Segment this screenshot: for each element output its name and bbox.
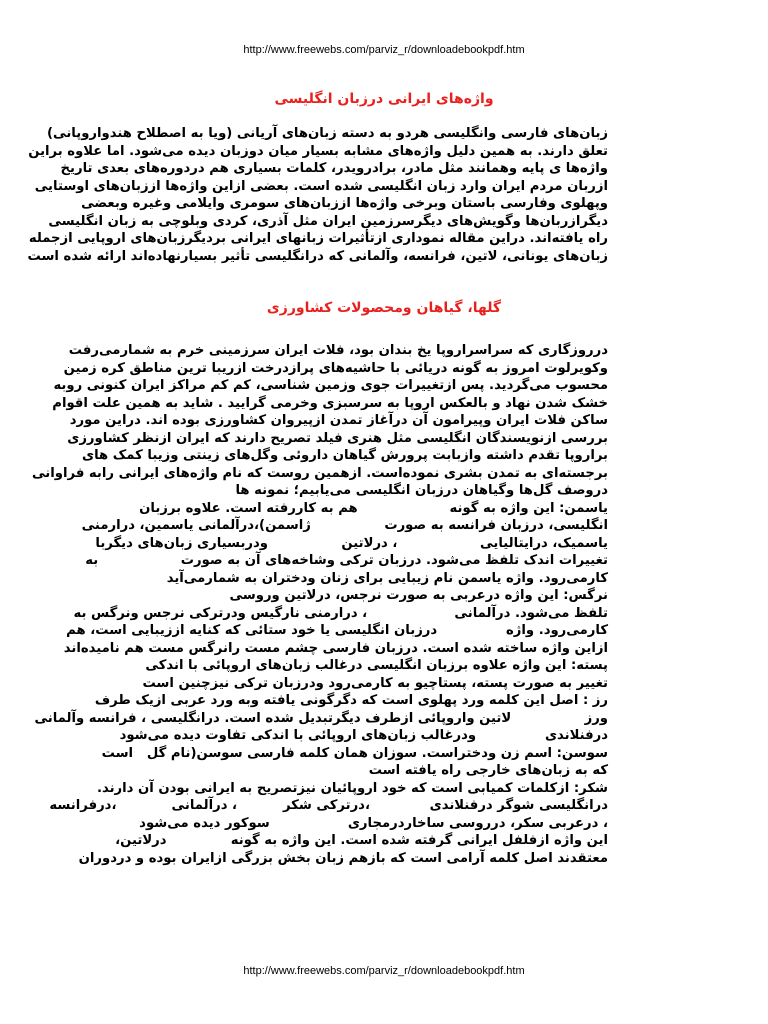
text-line: یاسمیک، درایتالیایی ، درلاتین ودربسیاری زبان‌های دیگربا [95, 535, 608, 551]
text-line: وپهلوی وفارسی باستان وبرخی واژه‌ها اززبان‌های سومری وایلامی وغیره وبعضی [81, 196, 608, 211]
text-line: درروزگاری که سراسراروپا یخ بندان بود، فلات ایران سرزمینی خرم به شمارمی‌رفت [68, 343, 608, 358]
text-line: ورز لاتین واروپائی ازطرف دیگرتبدیل شده است. درانگلیسی ، فرانسه وآلمانی [34, 710, 608, 726]
text-line: این واژه ازفلفل ایرانی گرفته شده است. این واژه به گونه درلاتین، [115, 833, 608, 848]
text-line: ، درعربی سکر، درروسی ساخاردرمجاری سوکور دیده می‌شود [139, 815, 608, 831]
text-line: نرگس: این واژه درعربی به صورت نرجس، درلاتین وروسی [229, 588, 608, 603]
text-line: که به زبان‌های خارجی راه یافته است [368, 763, 608, 778]
text-line: تغییرات اندک تلفظ می‌شود. درزبان ترکی وشاخه‌های آن به صورت به [85, 553, 608, 568]
text-line: سوسن: اسم زن ودختراست. سوزان همان کلمه فارسی سوسن(نام گل است [101, 745, 608, 761]
text-line: واژه‌ها ی پایه وهمانند مثل مادر، برادرویدر، کلمات بسیاری هم دردوره‌های بعدی تاریخ [60, 161, 608, 176]
text-line: شکر: ازکلمات کمیابی است که خود اروپائیان نیزتصریح به ایرانی بودن آن دارند. [96, 780, 608, 796]
section-title-flowers-plants: گلها، گیاهان ومحصولات کشاورزی [266, 300, 502, 316]
footer-url[interactable]: http://www.freewebs.com/parviz_r/downloadebookpdf.htm [243, 965, 525, 977]
header-url[interactable]: http://www.freewebs.com/parviz_r/downloadebookpdf.htm [243, 44, 525, 56]
text-line: یاسمن: این واژه به گونه هم به کاررفته است. علاوه برزبان [139, 500, 608, 516]
text-line: بررسی ازنویسندگان انگلیسی مثل هنری فیلد تصریح دارند که ایران ازنظر کشاورزی [67, 430, 608, 446]
text-line: دیگرازربان‌ها وگویش‌های دیگرسرزمین ایران مثل آذری، کردی وبلوچی به زبان انگلیسی [48, 213, 608, 229]
text-line: وکویرلوت امروز به گونه دریائی با حاشیه‌های پرازدرخت ازریبا ترین مناطق کره زمین [63, 360, 608, 376]
text-line: خشک شدن نهاد و بالعکس اروپا به سرسبزی وخرمی گرایید . شاید به همین علت اقوام [52, 395, 608, 411]
text-line: دروصف گل‌ها وگیاهان درزبان انگلیسی می‌یابیم؛ نمونه ها [235, 483, 608, 498]
text-line: راه یافته‌اند. دراین مقاله نموداری ازتأثیرات زبانهای ایرانی بردیگرزبان‌های اروپایی ازجمله [28, 231, 608, 246]
text-line: برجسته‌ای به تمدن بشری نموده‌است. ازهمین روست که نام واژه‌های ایرانی رابه فراوانی [31, 465, 608, 481]
text-line: پسته: این واژه علاوه برزبان انگلیسی درغالب زبان‌های اروپائی با اندکی [145, 658, 608, 673]
text-line: معتقدند اصل کلمه آرامی است که بازهم زبان بخش بزرگی ازایران بوده و دردوران [78, 850, 608, 866]
text-line: ازاین واژه ساخته شده است. درزبان فارسی چشم مست رانرگس مست هم نامیده‌اند [63, 640, 608, 656]
text-line: ازربان مردم ایران وارد زبان انگلیسی شده است. بعضی ازاین واژه‌ها اززبان‌های اوستایی [34, 178, 608, 194]
text-line: زبان‌های فارسی وانگلیسی هردو به دسته زبان‌های آریانی (ویا به اصطلاح هندواروپانی) [46, 126, 608, 141]
text-line: زبان‌های یونانی، لاتین، فرانسه، وآلمانی که درانگلیسی تأثیر بسیارنهاده‌اند ارائه شده است [27, 248, 608, 264]
intro-paragraph [27, 125, 608, 265]
text-line: انگلیسی، درزبان فرانسه به صورت ژاسمن)،درآلمانی یاسمین، درارمنی [81, 518, 608, 533]
text-line: رز : اصل این کلمه ورد پهلوی است که دگرگونی یافته وبه ورد عربی ازیک طرف [94, 693, 608, 708]
text-line: تعلق دارند. به همین دلیل واژه‌های مشابه بسیار میان دوزبان دیده می‌شود. اما علاوه براین [28, 143, 608, 159]
text-line: محسوب می‌گردید. پس ازتغییرات جوی وزمین شناسی، کم کم مراکز ایران کنونی روبه [53, 378, 608, 393]
text-line: درانگلیسی شوگر درفنلاندی ،درترکی شکر ، درآلمانی ،درفرانسه [49, 798, 608, 813]
text-line: ساکن فلات ایران وپیرامون آن درآغاز تمدن ازپیروان کشاورزی بوده اند. دراین مورد [69, 413, 608, 428]
text-line: کارمی‌رود. واژه یاسمن نام زیبایی برای زنان ودختران به شمارمی‌آید [166, 570, 608, 586]
section-title-iranian-words: واژه‌های ایرانی درزبان انگلیسی [274, 91, 494, 107]
text-line: درفنلاندی ودرغالب زبان‌های اروپائی با اندکی تفاوت دیده می‌شود [119, 728, 608, 743]
text-line: کارمی‌رود. واژه درزبان انگلیسی یا خود ستائی که کنایه اززیبایی است، هم [66, 623, 608, 638]
text-line: براروپا تقدم داشته وازبابت پرورش گیاهان داروئی وگل‌های زینتی وزیبا کمک های [82, 448, 608, 463]
text-line: تلفظ می‌شود. درآلمانی ، درارمنی نارگیس ودرترکی نرجس ونرگس به [73, 605, 608, 621]
flowers-paragraph [31, 342, 608, 867]
text-line: تغییر به صورت پسته، پستاچیو به کارمی‌رود ودرزبان ترکی نیزچنین است [142, 675, 608, 691]
